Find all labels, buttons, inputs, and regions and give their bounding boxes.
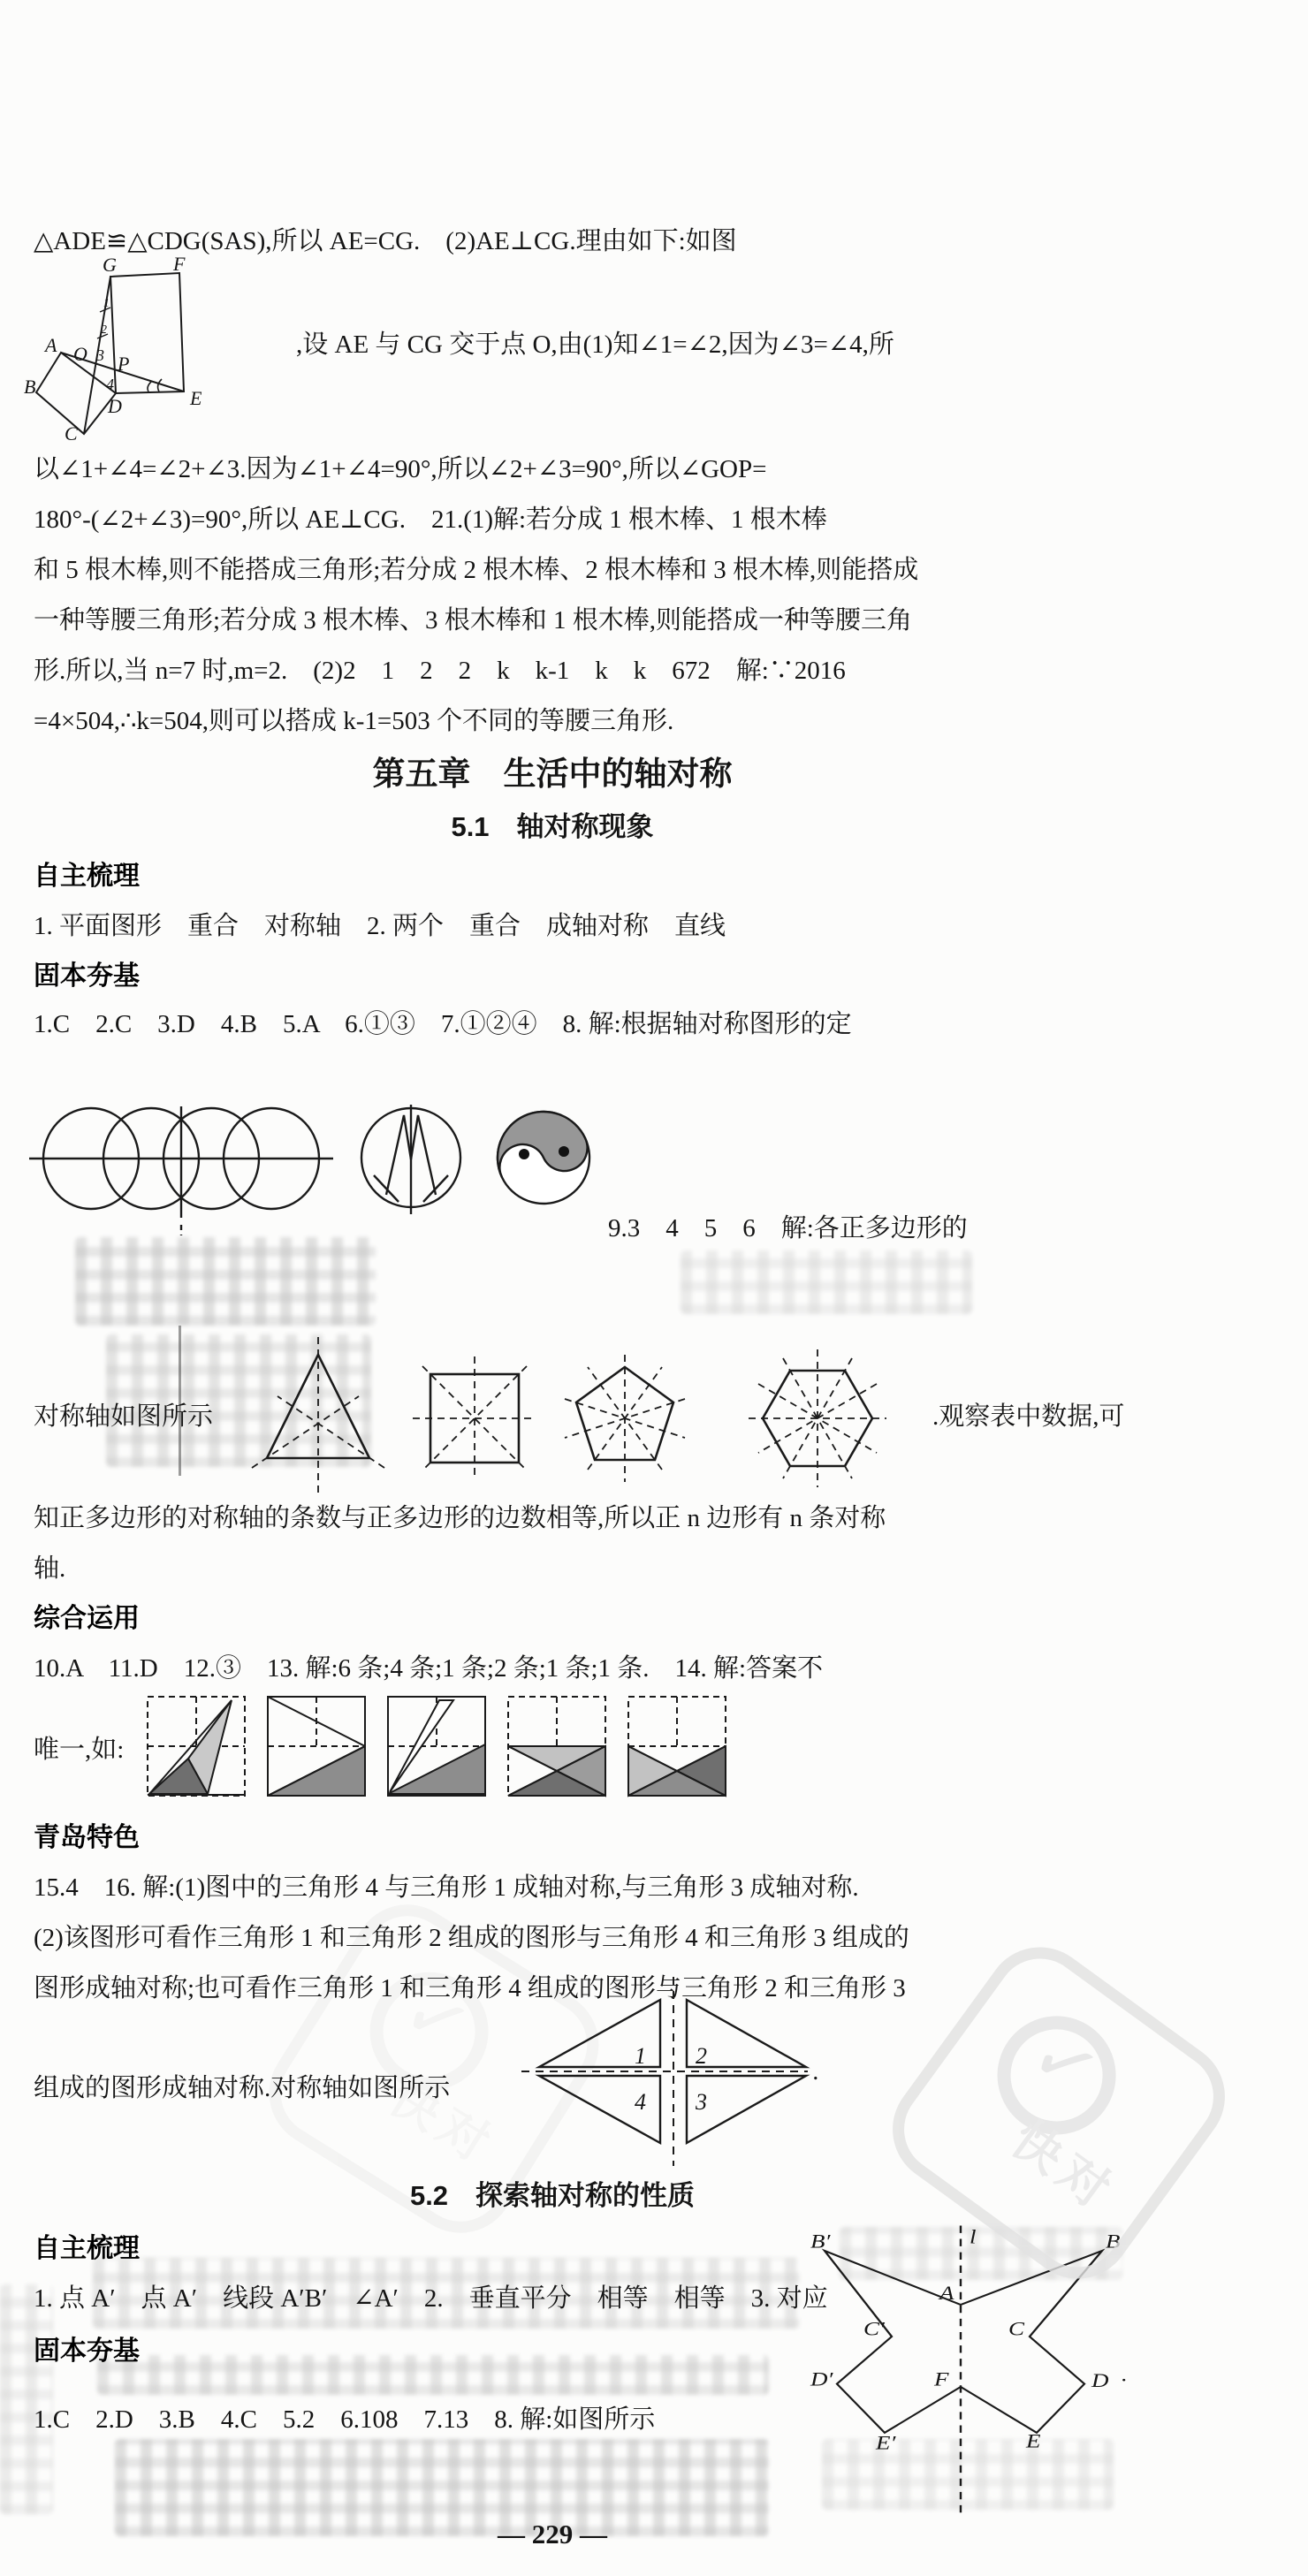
axes-line-3: 轴. (34, 1554, 66, 1583)
butterfly-label-Ep: E′ (876, 2432, 896, 2454)
figure-four-triangles (514, 1975, 819, 2168)
butterfly-label-F: F (934, 2368, 949, 2390)
butterfly-label-Bp: B′ (810, 2230, 831, 2253)
fig16-label-2: 2 (696, 2043, 707, 2069)
butterfly-label-A: A (939, 2283, 954, 2305)
fig1-label-P: P (118, 353, 130, 375)
check-icon-2: ✓ (387, 1966, 487, 2072)
zonghe-line-2: 唯一,如: (34, 1736, 125, 1764)
subhead-zonghe: 综合运用 (34, 1604, 140, 1633)
fig1-label-1: 1 (103, 297, 110, 310)
ghost-bleed-7 (0, 2284, 53, 2514)
qingdao-line-4: 组成的图形成轴对称.对称轴如图所示 (34, 2074, 451, 2102)
fig1-label-G: G (103, 254, 117, 276)
figure-symmetric-shapes (22, 1103, 641, 1253)
axes-caption-pre: 对称轴如图所示 (34, 1402, 214, 1431)
solution-line-8: =4×504,∴k=504,则可以搭成 k-1=503 个不同的等腰三角形. (34, 707, 674, 735)
figure-regular-polygons (243, 1330, 924, 1502)
qingdao-line-1: 15.4 16. 解:(1)图中的三角形 4 与三角形 1 成轴对称,与三角形 3 成轴对称. (34, 1873, 859, 1902)
subhead-zizhu-52: 自主梳理 (34, 2234, 140, 2263)
butterfly-label-C: C (1008, 2318, 1024, 2340)
figure-grid-squares (146, 1695, 747, 1803)
axes-line-2: 知正多边形的对称轴的条数与正多边形的边数相等,所以正 n 边形有 n 条对称 (34, 1504, 886, 1532)
kuaidui-watermark-text: 快对 (1001, 2110, 1126, 2223)
solution-line-7: 形.所以,当 n=7 时,m=2. (2)2 1 2 2 k k-1 k k 672 解:∵2016 (34, 657, 846, 685)
butterfly-label-Dp: D′ (810, 2368, 833, 2390)
fig1-label-E: E (190, 387, 202, 409)
chapter-title: 第五章 生活中的轴对称 (372, 756, 733, 792)
zizhu-answers-51: 1. 平面图形 重合 对称轴 2. 两个 重合 成轴对称 直线 (34, 912, 726, 940)
butterfly-label-D: D (1091, 2369, 1109, 2392)
qingdao-line-3: 图形成轴对称;也可看作三角形 1 和三角形 4 组成的图形与三角形 2 和三角形 3 (34, 1974, 906, 2002)
page-number: — 229 — (498, 2519, 607, 2549)
guben-answers-52: 1.C 2.D 3.B 4.C 5.2 6.108 7.13 8. 解:如图所示 (34, 2405, 656, 2434)
fig1-label-A: A (45, 334, 57, 356)
fig16-label-4: 4 (635, 2089, 646, 2115)
figure-butterfly-reflection (809, 2205, 1136, 2523)
solution-line-1: △ADE≌△CDG(SAS),所以 AE=CG. (2)AE⊥CG.理由如下:如图 (34, 227, 737, 255)
fig1-label-D: D (108, 395, 122, 417)
fig16-period: . (813, 2058, 819, 2086)
figure-geometry-squares (22, 253, 296, 445)
subhead-guben-51: 固本夯基 (34, 961, 140, 991)
subhead-qingdao: 青岛特色 (34, 1823, 140, 1852)
fig16-label-1: 1 (635, 2043, 646, 2069)
butterfly-label-Cp: C′ (863, 2318, 885, 2340)
solution-line-3: 以∠1+∠4=∠2+∠3.因为∠1+∠4=90°,所以∠2+∠3=90°,所以∠GOP= (34, 455, 767, 483)
fig1-label-O: O (73, 343, 87, 365)
fig1-label-F: F (173, 253, 186, 275)
section-5-2-title: 5.2 探索轴对称的性质 (409, 2180, 696, 2211)
kuaidui-watermark-text-2: 快对 (379, 2068, 506, 2176)
fig1-label-B: B (24, 376, 36, 398)
solution-line-4: 180°-(∠2+∠3)=90°,所以 AE⊥CG. 21.(1)解:若分成 1 根木棒、1 根木棒 (34, 505, 827, 534)
zonghe-line-1: 10.A 11.D 12.③ 13. 解:6 条;4 条;1 条;2 条;1 条;1 条. 14. 解:答案不 (34, 1654, 824, 1683)
zizhu-answers-52: 1. 点 A′ 点 A′ 线段 A′B′ ∠A′ 2. 垂直平分 相等 相等 3. 对应 (34, 2284, 828, 2313)
axes-caption-post: .观察表中数据,可 (932, 1402, 1125, 1431)
fig1-label-4: 4 (106, 376, 114, 393)
butterfly-label-l: l (970, 2226, 977, 2248)
solution-line-2: ,设 AE 与 CG 交于点 O,由(1)知∠1=∠2,因为∠3=∠4,所 (296, 331, 894, 359)
kuaidui-logo-circle (974, 1993, 1139, 2158)
subhead-guben-52: 固本夯基 (34, 2337, 140, 2366)
solution-line-6: 一种等腰三角形;若分成 3 根木棒、3 根木棒和 1 根木棒,则能搭成一种等腰三角 (34, 606, 913, 635)
guben-answers-51-line1: 1.C 2.C 3.D 4.B 5.A 6.①③ 7.①②④ 8. 解:根据轴对称图形的定 (34, 1010, 852, 1038)
ghost-bleed-2 (681, 1250, 972, 1314)
check-icon: ✓ (1014, 2010, 1116, 2117)
answer-9-line: 9.3 4 5 6 解:各正多边形的 (608, 1214, 968, 1242)
butterfly-period: . (1122, 2364, 1128, 2386)
subhead-zizhu-51: 自主梳理 (34, 862, 140, 891)
solution-line-5: 和 5 根木棒,则不能搭成三角形;若分成 2 根木棒、2 根木棒和 3 根木棒,则能搭成 (34, 556, 919, 584)
ghost-bleed-5 (97, 2355, 769, 2395)
qingdao-line-2: (2)该图形可看作三角形 1 和三角形 2 组成的图形与三角形 4 和三角形 3 组成的 (34, 1924, 909, 1952)
butterfly-label-E: E (1026, 2430, 1041, 2453)
butterfly-label-B: B (1106, 2230, 1121, 2253)
section-5-1-title: 5.1 轴对称现象 (451, 811, 654, 842)
fig16-label-3: 3 (696, 2089, 707, 2115)
fig1-label-2: 2 (101, 323, 107, 337)
fig1-label-C: C (65, 422, 78, 445)
fig1-label-3: 3 (96, 346, 104, 364)
